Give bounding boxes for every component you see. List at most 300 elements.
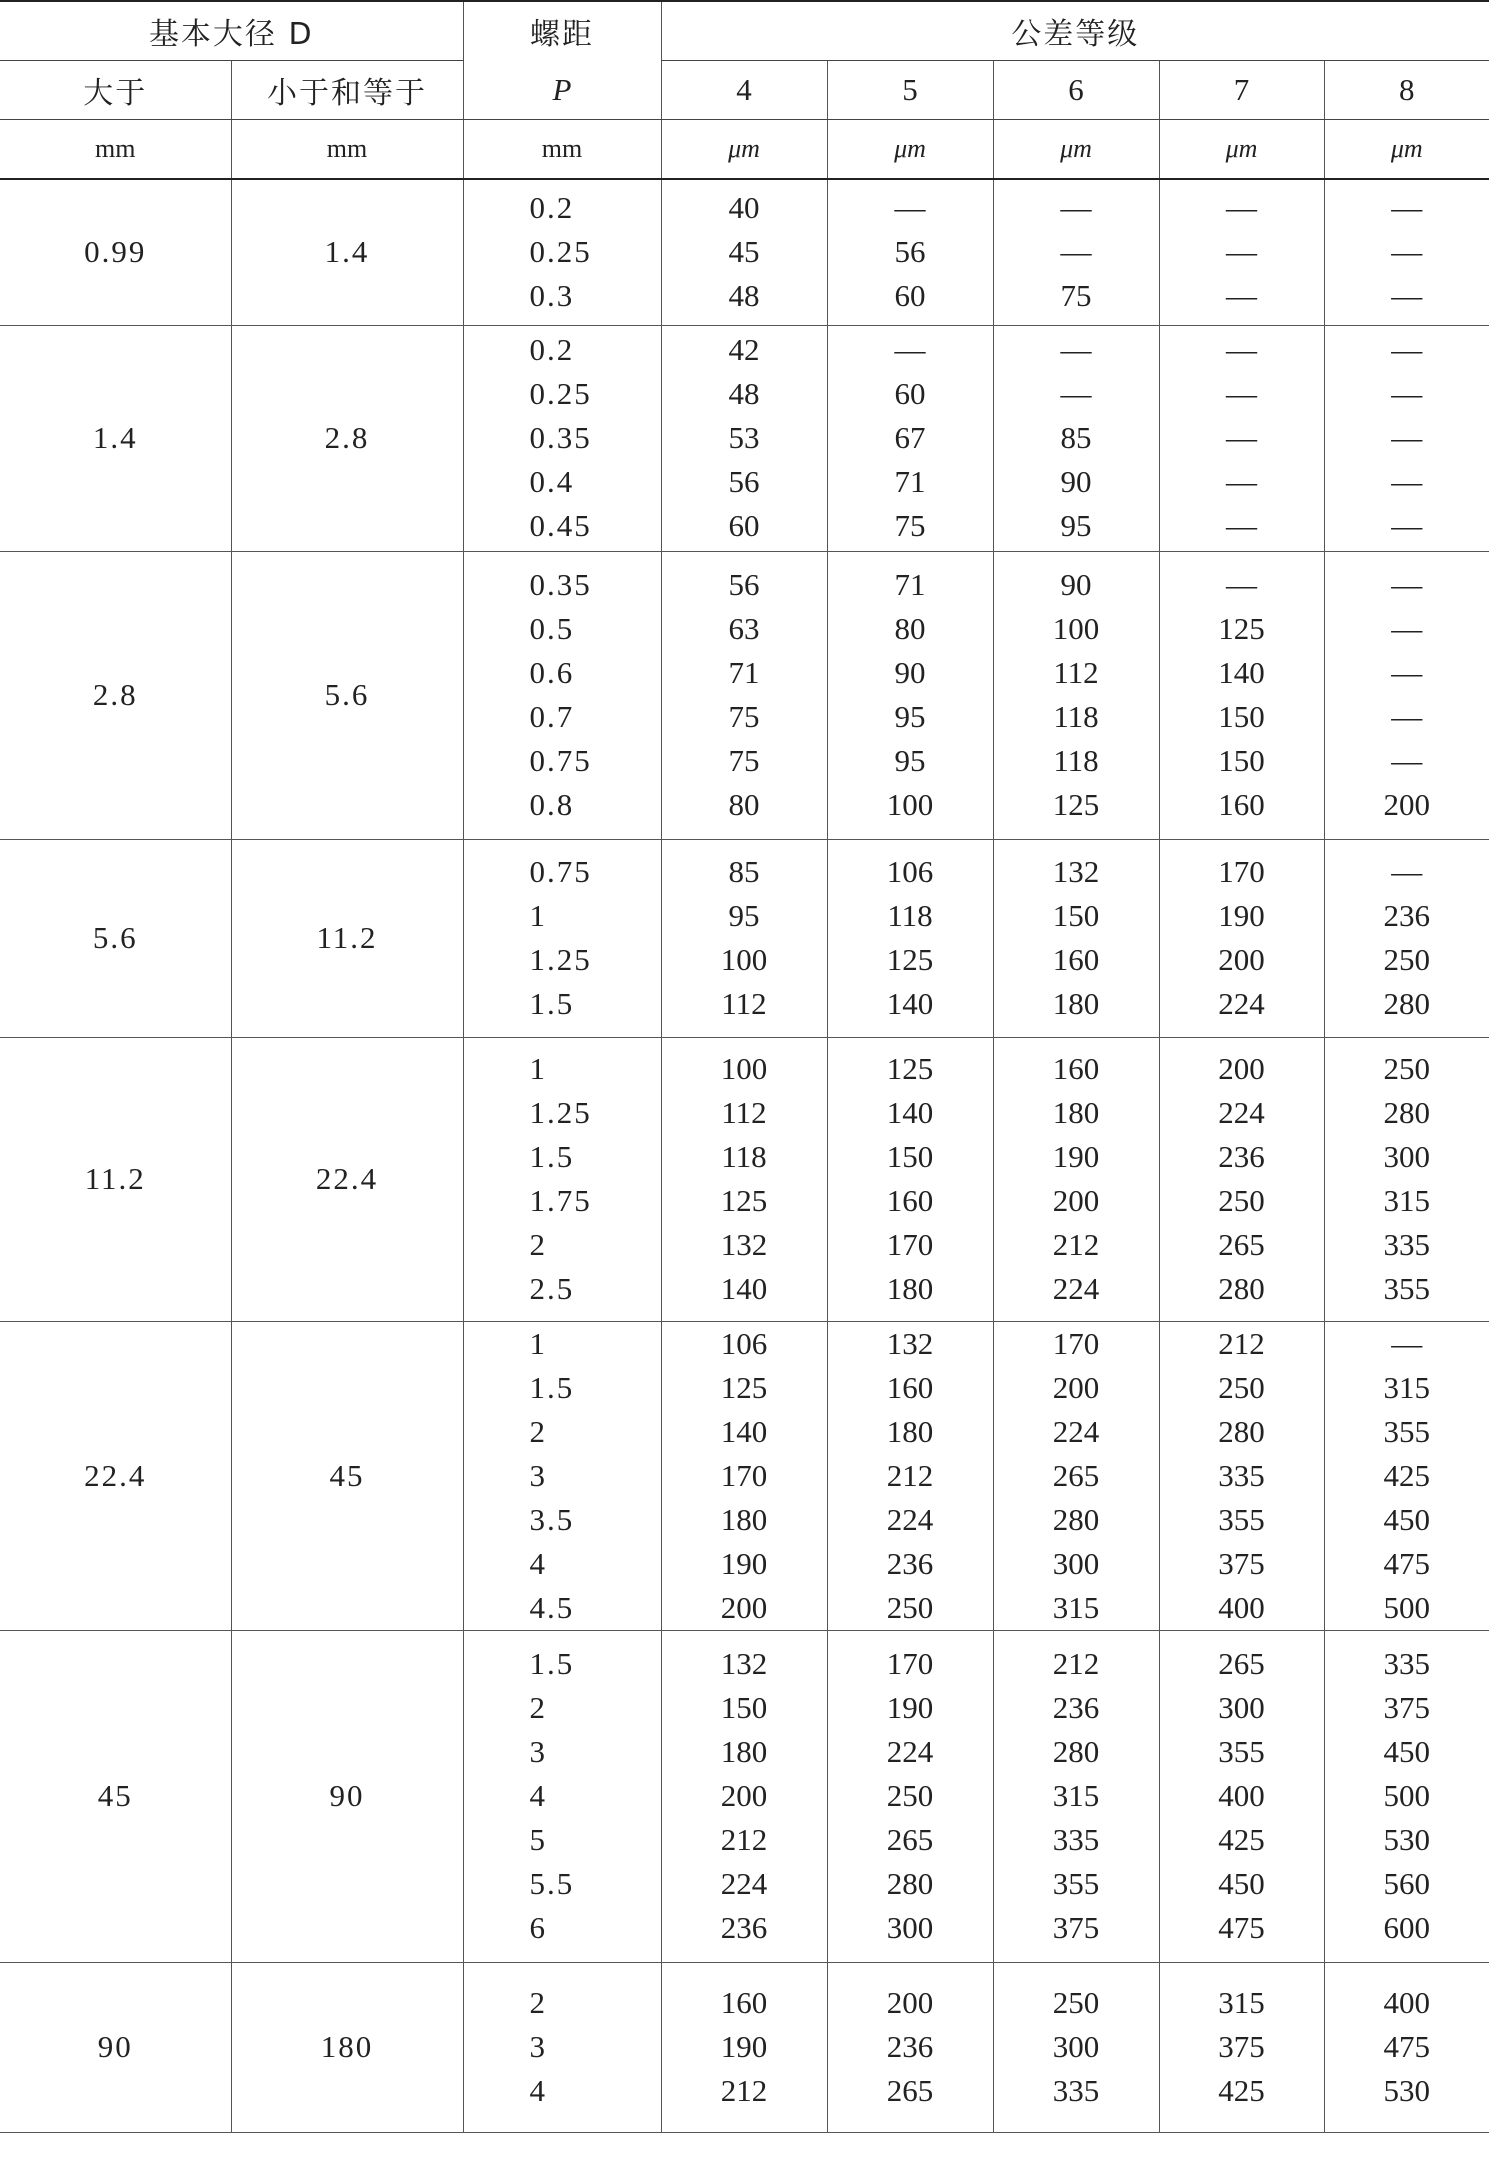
pitch-value: 2.5 [529,1271,575,1306]
tolerance-value: 106 [720,1325,768,1361]
tolerance-value: 170 [886,1646,934,1681]
pitch-value: 0.3 [529,278,575,314]
tolerance-value: 335 [1052,1822,1100,1857]
tolerance-value: — [1226,234,1258,270]
tolerance-value: — [1226,332,1258,367]
tolerance-value: 425 [1218,1822,1265,1857]
basic-diameter-header: 基本大径 D [0,1,463,61]
tolerance-value: 450 [1383,1734,1431,1769]
tolerance-value: 236 [1383,898,1431,933]
tolerance-value: 71 [728,655,760,690]
grade-4-column-cell [661,839,827,1037]
grade-6-column-cell [993,1037,1159,1321]
tolerance-value: — [1391,234,1423,270]
tolerance-value: 100 [1052,611,1100,646]
tolerance-value: 118 [721,1139,767,1174]
tolerance-value: — [894,332,926,367]
tolerance-value: 315 [1218,1985,1265,2020]
grade-8-column-cell [1324,179,1489,325]
tolerance-value: 236 [886,1545,934,1581]
tolerance-value: 250 [1383,942,1431,977]
tolerance-value: — [1391,854,1423,889]
pitch-value: 3 [529,1457,548,1493]
tolerance-value: — [894,190,926,226]
unit-um: μm [1159,120,1324,180]
tolerance-value: 224 [1218,1095,1265,1130]
tolerance-value: — [1226,420,1258,455]
tolerance-value: 212 [1218,1325,1265,1361]
tolerance-value: 530 [1383,2073,1431,2108]
tolerance-value: 125 [1218,611,1265,646]
pitch-value: 0.45 [529,508,592,543]
tolerance-value: 170 [1218,854,1265,889]
grade-7-column-cell [1159,839,1324,1037]
tolerance-value: 560 [1383,1866,1431,1901]
tolerance-value: 180 [1052,1095,1100,1130]
tolerance-value: 75 [728,743,760,778]
tolerance-value: 212 [1052,1646,1100,1681]
tolerance-value: 90 [894,655,926,690]
tolerance-value: 100 [886,787,934,822]
tolerance-value: 236 [1218,1139,1265,1174]
tolerance-value: 236 [720,1910,768,1945]
tolerance-value: — [1391,464,1423,499]
tolerance-value: 250 [1383,1051,1431,1086]
tolerance-value: 118 [1053,699,1099,734]
tolerance-value: 71 [894,567,926,602]
tolerance-value: 500 [1383,1589,1431,1625]
pitch-value: 3 [529,1734,548,1769]
grade-4-column-cell [661,1037,827,1321]
tolerance-value: 85 [1060,420,1092,455]
tolerance-value: 112 [721,986,767,1021]
pitch-column-cell [463,551,661,839]
pitch-value: 0.35 [529,567,592,602]
grade-6-column-cell [993,179,1159,325]
tolerance-value: 200 [720,1589,768,1625]
diameter-group-row [0,1037,1489,1321]
tolerance-value: 125 [720,1183,768,1218]
tolerance-value: — [1226,376,1258,411]
tolerance-value: 280 [1052,1501,1100,1537]
tolerance-value: 160 [1052,942,1100,977]
pitch-value: 0.35 [529,420,592,455]
tolerance-value: 190 [720,1545,768,1581]
diameter-over-cell: 11.2 [0,1037,231,1321]
diameter-over-cell: 2.8 [0,551,231,839]
tolerance-value: 150 [1218,743,1265,778]
tolerance-value: 45 [728,234,760,270]
pitch-value: 1.75 [529,1183,592,1218]
pitch-value: 5.5 [529,1866,575,1901]
diameter-over-cell: 45 [0,1630,231,1962]
pitch-value: 1 [529,898,548,933]
tolerance-value: 355 [1218,1501,1265,1537]
pitch-value: 1.5 [529,1369,575,1405]
tolerance-value: 180 [886,1413,934,1449]
tolerance-value: 170 [886,1227,934,1262]
diameter-group-row [0,325,1489,551]
grade-8-column-cell [1324,1037,1489,1321]
tolerance-value: 125 [886,942,934,977]
tolerance-value: 150 [1218,699,1265,734]
grade-6-column-cell [993,1630,1159,1962]
pitch-value: 0.75 [529,854,592,889]
tolerance-value: 160 [720,1985,768,2020]
tolerance-value: 335 [1052,2073,1100,2108]
pitch-value: 4 [529,2073,548,2108]
tolerance-value: 224 [1052,1271,1100,1306]
tolerance-value: 500 [1383,1778,1431,1813]
tolerance-value: 236 [886,2029,934,2064]
tolerance-value: 95 [728,898,760,933]
tolerance-value: 250 [886,1778,934,1813]
tolerance-value: 450 [1383,1501,1431,1537]
tolerance-value: 236 [1052,1690,1100,1725]
tolerance-value: 100 [720,1051,768,1086]
tolerance-value: 56 [894,234,926,270]
diameter-upto-cell: 90 [231,1630,463,1962]
pitch-column-cell [463,325,661,551]
grade-4-column-cell [661,325,827,551]
pitch-value: 0.25 [529,234,592,270]
tolerance-value: 375 [1383,1690,1431,1725]
pitch-value: 3 [529,2029,548,2064]
tolerance-value: 425 [1218,2073,1265,2108]
pitch-value: 0.75 [529,743,592,778]
tolerance-value: 132 [886,1325,934,1361]
tolerance-value: 56 [728,464,760,499]
tolerance-value: 150 [886,1139,934,1174]
tolerance-value: 400 [1383,1985,1431,2020]
tolerance-value: 95 [894,743,926,778]
tolerance-value: 375 [1052,1910,1100,1945]
tolerance-value: — [1391,508,1423,543]
tolerance-value: — [1391,611,1423,646]
tolerance-value: 212 [1052,1227,1100,1262]
diameter-upto-cell: 180 [231,1962,463,2132]
grade-7-column-cell [1159,325,1324,551]
unit-um: μm [1324,120,1489,180]
pitch-value: 1.25 [529,1095,592,1130]
tolerance-value: — [1226,278,1258,314]
unit-um: μm [993,120,1159,180]
diameter-group-row [0,179,1489,325]
tolerance-value: 355 [1218,1734,1265,1769]
tolerance-value: 160 [1218,787,1265,822]
tolerance-value: 400 [1218,1589,1265,1625]
diameter-over-cell: 5.6 [0,839,231,1037]
tolerance-value: 300 [1218,1690,1265,1725]
pitch-value: 1 [529,1051,548,1086]
grade-5-column-cell [827,1962,993,2132]
tolerance-value: 190 [886,1690,934,1725]
tolerance-value: 200 [1218,1051,1265,1086]
diameter-group-row [0,1962,1489,2132]
grade-7-column-cell [1159,179,1324,325]
tolerance-value: 80 [894,611,926,646]
tolerance-value: 160 [886,1369,934,1405]
tolerance-value: 67 [894,420,926,455]
tolerance-value: 160 [886,1183,934,1218]
tolerance-value: 48 [728,376,760,411]
pitch-column-cell [463,179,661,325]
grade-7-column-cell [1159,1037,1324,1321]
grade-5-column-cell [827,1321,993,1630]
tolerance-value: 170 [1052,1325,1100,1361]
tolerance-value: 40 [728,190,760,226]
tolerance-value: 315 [1052,1589,1100,1625]
pitch-value: 1.25 [529,942,592,977]
tolerance-value: — [1391,278,1423,314]
tolerance-value: — [1060,332,1092,367]
tolerance-value: — [1391,1325,1423,1361]
tolerance-value: — [1060,234,1092,270]
tolerance-value: 200 [1052,1369,1100,1405]
diameter-over-cell: 90 [0,1962,231,2132]
tolerance-value: 53 [728,420,760,455]
tolerance-value: 375 [1218,1545,1265,1581]
tolerance-value: 265 [1218,1646,1265,1681]
pitch-value: 2 [529,1690,548,1725]
pitch-value: 1 [529,1325,548,1361]
tolerance-value: 125 [720,1369,768,1405]
tolerance-value: 180 [720,1734,768,1769]
grade-5-column-cell [827,325,993,551]
tolerance-value: 224 [720,1866,768,1901]
tolerance-value: 190 [1052,1139,1100,1174]
grade-6-header: 6 [993,61,1159,120]
tolerance-value: 355 [1383,1413,1431,1449]
pitch-column-cell [463,1630,661,1962]
tolerance-value: 475 [1383,1545,1431,1581]
pitch-value: 1.5 [529,1646,575,1681]
tolerance-value: 140 [886,1095,934,1130]
grade-5-column-cell [827,1630,993,1962]
tolerance-value: 250 [1218,1183,1265,1218]
tolerance-value: 300 [886,1910,934,1945]
tolerance-value: 300 [1052,2029,1100,2064]
tolerance-value: — [1226,190,1258,226]
tolerance-value: 600 [1383,1910,1431,1945]
grade-8-column-cell [1324,1321,1489,1630]
pitch-value: 0.2 [529,190,575,226]
tolerance-value: 315 [1383,1183,1431,1218]
diameter-upto-cell: 5.6 [231,551,463,839]
pitch-value: 0.6 [529,655,575,690]
tolerance-value: 56 [728,567,760,602]
tolerance-value: 280 [886,1866,934,1901]
tolerance-value: 375 [1218,2029,1265,2064]
diameter-upto-cell: 2.8 [231,325,463,551]
unit-mm: mm [0,120,231,180]
diameter-group-row [0,1321,1489,1630]
unit-mm: mm [463,120,661,180]
tolerance-value: 90 [1060,567,1092,602]
pitch-value: 1.5 [529,1139,575,1174]
tolerance-value: 125 [1052,787,1100,822]
tolerance-value: 140 [886,986,934,1021]
tolerance-value: 95 [894,699,926,734]
pitch-value: 0.8 [529,787,575,822]
grade-7-column-cell [1159,1321,1324,1630]
grade-6-column-cell [993,551,1159,839]
tolerance-value: 530 [1383,1822,1431,1857]
tolerance-value: — [1060,190,1092,226]
tolerance-value: — [1226,508,1258,543]
pitch-value: 0.2 [529,332,575,367]
tolerance-value: 265 [886,1822,934,1857]
tolerance-value: 280 [1383,1095,1431,1130]
diameter-group-row [0,839,1489,1037]
tolerance-table-body [0,179,1489,2132]
tolerance-value: — [1391,332,1423,367]
tolerance-value: — [1226,567,1258,602]
tolerance-value: 190 [1218,898,1265,933]
grade-4-column-cell [661,551,827,839]
pitch-value: 0.5 [529,611,575,646]
tolerance-value: 160 [1052,1051,1100,1086]
grade-8-header: 8 [1324,61,1489,120]
tolerance-value: — [1391,376,1423,411]
grade-8-column-cell [1324,1630,1489,1962]
tolerance-value: 190 [720,2029,768,2064]
tolerance-value: — [1391,699,1423,734]
tolerance-value: 250 [886,1589,934,1625]
tolerance-value: 475 [1383,2029,1431,2064]
grade-8-column-cell [1324,325,1489,551]
tolerance-value: — [1060,376,1092,411]
tolerance-value: 280 [1383,986,1431,1021]
tolerance-value: 140 [720,1271,768,1306]
tolerance-value: 280 [1218,1413,1265,1449]
grade-7-column-cell [1159,551,1324,839]
tolerance-value: 224 [1052,1413,1100,1449]
tolerance-value: — [1226,464,1258,499]
grade-5-header: 5 [827,61,993,120]
pitch-column-cell [463,1321,661,1630]
tolerance-value: 140 [720,1413,768,1449]
tolerance-value: — [1391,743,1423,778]
tolerance-value: 200 [886,1985,934,2020]
pitch-value: 5 [529,1822,548,1857]
grade-5-column-cell [827,551,993,839]
pitch-value: 0.4 [529,464,575,499]
tolerance-value: 132 [720,1646,768,1681]
tolerance-value: 60 [728,508,760,543]
tolerance-value: — [1391,190,1423,226]
tolerance-value: 425 [1383,1457,1431,1493]
tolerance-value: 71 [894,464,926,499]
tolerance-value: 60 [894,278,926,314]
tolerance-value: 75 [728,699,760,734]
tolerance-value: 125 [886,1051,934,1086]
pitch-value: 0.7 [529,699,575,734]
grade-4-column-cell [661,1630,827,1962]
tolerance-value: 95 [1060,508,1092,543]
grade-5-column-cell [827,839,993,1037]
diameter-over-cell: 1.4 [0,325,231,551]
pitch-value: 6 [529,1910,548,1945]
tolerance-grade-header: 公差等级 [661,1,1489,61]
grade-4-column-cell [661,1962,827,2132]
tolerance-value: 150 [1052,898,1100,933]
grade-4-column-cell [661,1321,827,1630]
tolerance-value: 335 [1218,1457,1265,1493]
tolerance-value: 300 [1052,1545,1100,1581]
unit-um: μm [661,120,827,180]
tolerance-value: 280 [1052,1734,1100,1769]
tolerance-value: 80 [728,787,760,822]
pitch-value: 4.5 [529,1589,575,1625]
tolerance-value: 75 [1060,278,1092,314]
diameter-group-row [0,551,1489,839]
tolerance-value: 250 [1052,1985,1100,2020]
tolerance-value: 280 [1218,1271,1265,1306]
tolerance-value: 250 [1218,1369,1265,1405]
grade-6-column-cell [993,325,1159,551]
tolerance-value: 118 [1053,743,1099,778]
tolerance-value: 224 [1218,986,1265,1021]
tolerance-value: 48 [728,278,760,314]
tolerance-value: 132 [1052,854,1100,889]
tolerance-value: 85 [728,854,760,889]
tolerance-value: 90 [1060,464,1092,499]
tolerance-value: 180 [720,1501,768,1537]
pitch-value: 2 [529,1985,548,2020]
tolerance-value: 63 [728,611,760,646]
diameter-upto-cell: 22.4 [231,1037,463,1321]
tolerance-value: 315 [1383,1369,1431,1405]
tolerance-value: 200 [1383,787,1431,822]
grade-4-header: 4 [661,61,827,120]
tolerance-value: 132 [720,1227,768,1262]
pitch-column-cell [463,839,661,1037]
tolerance-value: 200 [1052,1183,1100,1218]
grade-4-column-cell [661,179,827,325]
grade-6-column-cell [993,1321,1159,1630]
tolerance-value: 150 [720,1690,768,1725]
tolerance-value: 315 [1052,1778,1100,1813]
pitch-value: 2 [529,1227,548,1262]
grade-7-column-cell [1159,1962,1324,2132]
tolerance-value: 265 [886,2073,934,2108]
tolerance-value: 100 [720,942,768,977]
tolerance-value: 118 [887,898,933,933]
tolerance-value: 180 [886,1271,934,1306]
tolerance-value: 180 [1052,986,1100,1021]
grade-5-column-cell [827,179,993,325]
tolerance-value: 140 [1218,655,1265,690]
tolerance-value: 300 [1383,1139,1431,1174]
tolerance-value: 224 [886,1501,934,1537]
pitch-symbol-header: P [463,61,661,120]
tolerance-value: 212 [886,1457,934,1493]
tolerance-value: 212 [720,1822,768,1857]
grade-5-column-cell [827,1037,993,1321]
grade-8-column-cell [1324,1962,1489,2132]
tolerance-value: 170 [720,1457,768,1493]
pitch-column-cell [463,1962,661,2132]
diameter-over-cell: 0.99 [0,179,231,325]
grade-7-column-cell [1159,1630,1324,1962]
tolerance-value: — [1391,567,1423,602]
pitch-value: 4 [529,1778,548,1813]
unit-mm: mm [231,120,463,180]
unit-um: μm [827,120,993,180]
tolerance-value: 475 [1218,1910,1265,1945]
diameter-upto-cell: 11.2 [231,839,463,1037]
